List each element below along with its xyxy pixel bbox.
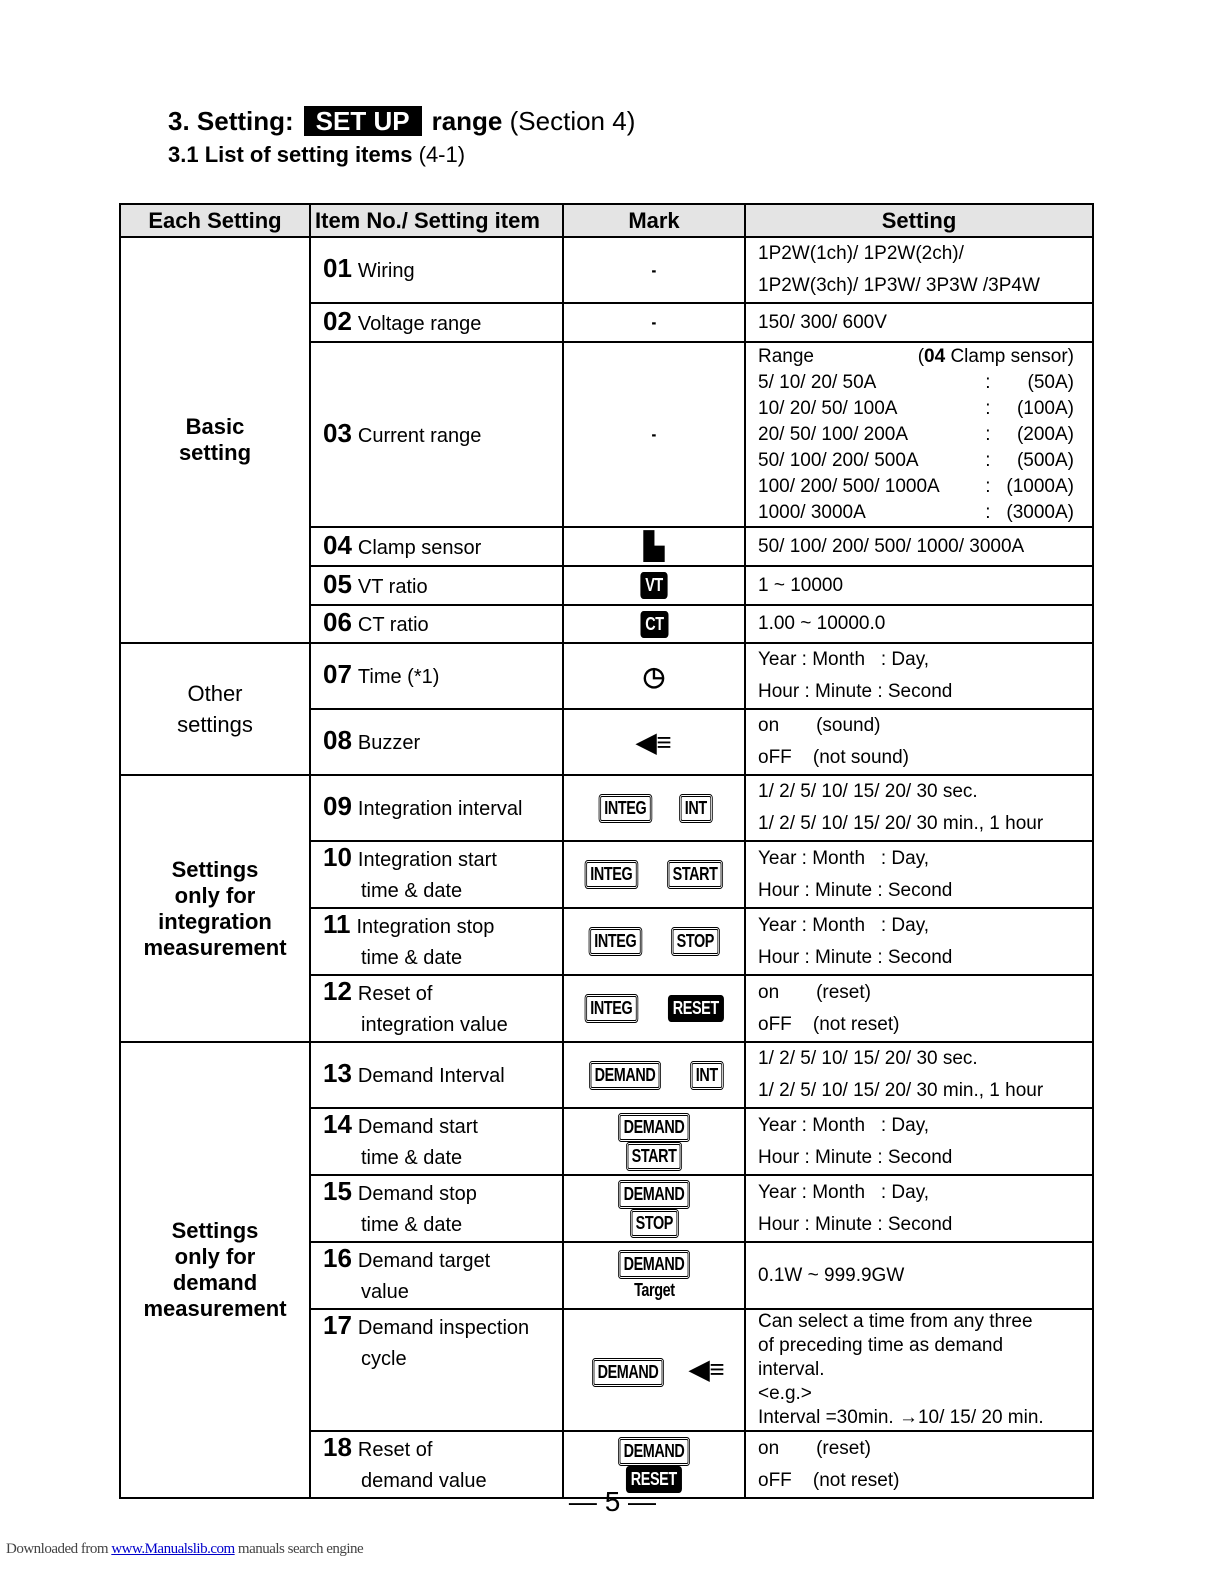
dash-mark: - — [651, 312, 657, 332]
item-line — [323, 253, 562, 287]
group-label-line: only for — [174, 882, 256, 908]
item-number: 03 — [323, 417, 352, 448]
setting-line: on (sound) — [758, 715, 881, 736]
item-line — [323, 418, 562, 452]
setting-line: Hour : Minute : Second — [758, 1213, 953, 1235]
item-line — [323, 909, 562, 943]
item-cell — [310, 605, 563, 643]
setting-cell — [745, 975, 1093, 1042]
item-cell — [310, 1242, 563, 1309]
group-label-line: demand — [172, 1270, 258, 1295]
demand-mark: DEMAND — [618, 1437, 690, 1466]
table-row — [120, 775, 1093, 841]
range-row — [758, 396, 1092, 422]
item-cell — [310, 1042, 563, 1108]
setting-cell — [745, 709, 1093, 775]
item-line — [323, 1432, 562, 1466]
start-mark: START — [626, 1142, 682, 1171]
item-number: 13 — [323, 1058, 352, 1088]
setting-line: oFF (not reset) — [758, 1013, 900, 1035]
int-mark: INT — [690, 1061, 723, 1090]
table-row — [120, 237, 1093, 303]
demand-mark: DEMAND — [618, 1250, 690, 1279]
setting-line: Hour : Minute : Second — [758, 946, 953, 968]
mark-cell — [563, 975, 745, 1042]
mark-cell — [563, 709, 745, 775]
table-header — [120, 204, 1093, 237]
item-cell — [310, 775, 563, 841]
download-note — [6, 1541, 363, 1558]
demand-mark: DEMAND — [618, 1180, 690, 1209]
setting-cell — [745, 1042, 1093, 1108]
item-line — [323, 530, 562, 564]
group-label-line: Settings — [171, 856, 259, 882]
setting-line: 1P2W(1ch)/ 1P2W(2ch)/ — [758, 243, 964, 264]
item-name: CT ratio — [357, 614, 429, 636]
item-line — [323, 306, 562, 340]
heading-section: (Section 4) — [509, 106, 636, 136]
setting-line: oFF (not sound) — [758, 747, 910, 768]
item-number: 09 — [323, 791, 352, 821]
setting-line: Year : Month : Day, — [758, 847, 930, 869]
setup-badge: SET UP — [304, 106, 422, 136]
setting-cell — [745, 775, 1093, 841]
mark-cell — [563, 342, 745, 527]
item-name: Reset of — [357, 1439, 433, 1461]
item-number: 06 — [323, 607, 352, 637]
range-values: 20/ 50/ 100/ 200A — [758, 423, 909, 445]
integ-mark: INTEG — [589, 927, 642, 956]
group-label-line: only for — [174, 1244, 256, 1269]
settings-table — [119, 203, 1094, 1499]
item-cell — [310, 1309, 563, 1431]
item-line — [323, 569, 562, 603]
group-label-line: Other — [187, 681, 243, 706]
range-values: 10/ 20/ 50/ 100A — [758, 397, 898, 419]
integ-mark: INTEG — [585, 994, 638, 1023]
range-clamp-ref — [918, 344, 1074, 370]
subheading-ref: (4-1) — [418, 142, 466, 167]
item-line — [323, 842, 562, 876]
item-cell — [310, 908, 563, 975]
mark-cell — [563, 527, 745, 566]
item-name-cont: time & date — [361, 880, 463, 902]
item-name: Integration interval — [357, 798, 523, 820]
setting-line: Year : Month : Day, — [758, 1181, 930, 1203]
buzzer-icon: ◀≡ — [636, 726, 672, 757]
heading-prefix: 3. Setting: — [168, 106, 294, 136]
item-line — [323, 976, 562, 1010]
setting-line: Hour : Minute : Second — [758, 1146, 953, 1168]
clock-icon: ◷ — [642, 660, 666, 691]
setting-cell — [745, 841, 1093, 908]
item-number: 11 — [323, 909, 351, 939]
mark-cell — [563, 1309, 745, 1431]
item-name: Demand stop — [357, 1183, 477, 1205]
item-name: Buzzer — [357, 732, 421, 754]
setting-line: 1/ 2/ 5/ 10/ 15/ 20/ 30 sec. — [758, 1048, 978, 1069]
group-label-line: Settings — [171, 1218, 259, 1243]
range-sensor: : (1000A) — [985, 475, 1074, 497]
range-sensor: : (50A) — [985, 371, 1074, 393]
item-line — [323, 1109, 562, 1143]
range-row — [758, 500, 1092, 526]
item-cell — [310, 1175, 563, 1242]
integ-mark: INTEG — [599, 794, 652, 823]
setting-line: 0.1W ~ 999.9GW — [758, 1264, 905, 1286]
item-cell — [310, 527, 563, 566]
group-label-line: setting — [178, 440, 252, 465]
setting-cell — [745, 527, 1093, 566]
setting-cell — [745, 237, 1093, 303]
item-number: 04 — [323, 529, 352, 560]
demand-mark: DEMAND — [592, 1358, 664, 1387]
group-label-line: measurement — [143, 1296, 287, 1321]
item-name-cont: integration value — [361, 1014, 508, 1036]
subheading-title: 3.1 List of setting items — [168, 142, 413, 167]
setting-line: 1 ~ 10000 — [758, 574, 844, 596]
item-number: 14 — [323, 1109, 352, 1139]
setting-line: Year : Month : Day, — [758, 1114, 930, 1136]
item-name-cont: value — [361, 1281, 409, 1303]
range-values: 5/ 10/ 20/ 50A — [758, 371, 877, 393]
range-sensor: : (500A) — [985, 449, 1074, 471]
item-cell — [310, 342, 563, 527]
range-sensor: : (100A) — [985, 397, 1074, 419]
ct-mark: CT — [640, 611, 668, 638]
group-label-line: integration — [158, 908, 272, 934]
mark-cell — [563, 1042, 745, 1108]
demand-mark: DEMAND — [618, 1113, 690, 1142]
setting-cell — [745, 342, 1093, 527]
reset-mark: RESET — [667, 995, 723, 1022]
item-name: Demand target — [357, 1250, 491, 1272]
item-number: 07 — [323, 659, 352, 689]
setting-line: Year : Month : Day, — [758, 649, 930, 670]
item-line — [323, 791, 562, 825]
item-line — [323, 1176, 562, 1210]
setting-cell — [745, 1175, 1093, 1242]
mark-cell — [563, 303, 745, 342]
setting-line: 1/ 2/ 5/ 10/ 15/ 20/ 30 min., 1 hour — [758, 1080, 1044, 1101]
setting-cell — [745, 303, 1093, 342]
setting-line: 50/ 100/ 200/ 500/ 1000/ 3000A — [758, 535, 1025, 557]
item-cell — [310, 709, 563, 775]
item-name: Time (*1) — [357, 666, 440, 688]
item-cell — [310, 303, 563, 342]
item-number: 08 — [323, 725, 352, 755]
group-label — [120, 1042, 310, 1498]
item-name-cont: demand value — [361, 1470, 487, 1492]
item-cell — [310, 975, 563, 1042]
range-clamp-text: Clamp sensor) — [945, 345, 1074, 367]
item-name: Demand Interval — [357, 1065, 505, 1087]
item-number: 15 — [323, 1176, 352, 1206]
item-name: Integration start — [357, 849, 497, 871]
item-number: 01 — [323, 253, 352, 283]
setting-line: Hour : Minute : Second — [758, 879, 953, 901]
group-label-line: Basic — [185, 414, 245, 439]
reset-mark: RESET — [626, 1466, 682, 1493]
item-name: Reset of — [357, 983, 433, 1005]
download-prefix: Downloaded from — [6, 1541, 109, 1557]
item-name-cont: time & date — [361, 1214, 463, 1236]
range-clamp-no: 04 — [924, 345, 946, 367]
item-number: 05 — [323, 568, 352, 599]
col-setting: Setting — [745, 204, 1093, 237]
col-item: Item No./ Setting item — [310, 204, 563, 237]
range-row — [758, 474, 1092, 500]
setting-line: 1/ 2/ 5/ 10/ 15/ 20/ 30 sec. — [758, 781, 978, 802]
subsection-heading — [168, 142, 465, 168]
item-line — [323, 1243, 562, 1277]
item-line — [323, 1058, 562, 1092]
setting-cell — [745, 643, 1093, 709]
range-paren: ( — [917, 345, 925, 367]
item-name: Wiring — [357, 260, 415, 282]
item-number: 12 — [323, 976, 352, 1006]
buzzer-icon: ◀≡ — [689, 1353, 725, 1384]
mark-cell — [563, 605, 745, 643]
setting-line: Hour : Minute : Second — [758, 681, 953, 702]
setting-cell — [745, 566, 1093, 605]
stop-mark: STOP — [630, 1209, 679, 1238]
mark-cell — [563, 908, 745, 975]
range-row — [758, 370, 1092, 396]
setting-line: Year : Month : Day, — [758, 914, 930, 936]
item-name: Integration stop — [356, 916, 495, 938]
setting-line: oFF (not reset) — [758, 1469, 900, 1491]
item-name: VT ratio — [357, 575, 428, 598]
col-mark: Mark — [563, 204, 745, 237]
setting-line: on (reset) — [758, 981, 871, 1003]
mark-cell — [563, 775, 745, 841]
int-mark: INT — [679, 794, 712, 823]
setting-cell — [745, 908, 1093, 975]
page-number: — 5 — — [568, 1486, 657, 1517]
item-name-cont: cycle — [361, 1348, 407, 1370]
range-label: Range — [758, 345, 814, 367]
item-cell — [310, 237, 563, 303]
table-row — [120, 643, 1093, 709]
section-heading — [168, 106, 635, 137]
range-row — [758, 422, 1092, 448]
item-number: 17 — [323, 1310, 352, 1340]
range-header — [758, 344, 1092, 370]
setting-line: <e.g.> — [758, 1383, 812, 1404]
range-row — [758, 448, 1092, 474]
setting-line: of preceding time as demand — [758, 1335, 1004, 1356]
group-label — [120, 237, 310, 643]
setting-line: 1P2W(3ch)/ 1P3W/ 3P3W /3P4W — [758, 275, 1040, 296]
dash-mark: - — [651, 424, 657, 444]
setting-line: 150/ 300/ 600V — [758, 311, 887, 333]
setting-line: Can select a time from any three — [758, 1311, 1033, 1332]
mark-cell — [563, 566, 745, 605]
group-label-line: settings — [177, 712, 253, 737]
item-line — [323, 1310, 562, 1344]
item-name: Clamp sensor — [357, 536, 482, 559]
mark-cell — [563, 841, 745, 908]
item-name: Demand inspection — [357, 1317, 530, 1339]
item-name-cont: time & date — [361, 947, 463, 969]
mark-cell — [563, 1175, 745, 1242]
vt-mark: VT — [640, 572, 667, 599]
setting-line: 1.00 ~ 10000.0 — [758, 613, 886, 634]
group-label — [120, 643, 310, 775]
setting-line: interval. — [758, 1359, 825, 1380]
download-suffix: manuals search engine — [234, 1541, 364, 1557]
setting-cell — [745, 1309, 1093, 1431]
start-mark: START — [667, 860, 723, 889]
dash-mark: - — [651, 259, 657, 280]
setting-line: 1/ 2/ 5/ 10/ 15/ 20/ 30 min., 1 hour — [758, 813, 1044, 834]
stop-mark: STOP — [671, 927, 720, 956]
mark-cell — [563, 237, 745, 303]
item-name: Current range — [357, 424, 482, 447]
item-number: 02 — [323, 305, 352, 336]
setting-line: on (reset) — [758, 1437, 871, 1459]
item-cell — [310, 1108, 563, 1175]
item-name: Voltage range — [357, 312, 482, 335]
item-name: Demand start — [357, 1116, 478, 1138]
range-sensor: : (200A) — [985, 423, 1074, 445]
integ-mark: INTEG — [584, 860, 637, 889]
group-label — [120, 775, 310, 1042]
manualslib-link[interactable]: www.Manualslib.com — [111, 1541, 235, 1557]
clamp-icon: ▙ — [644, 531, 664, 561]
range-values: 100/ 200/ 500/ 1000A — [758, 475, 940, 497]
demand-mark: DEMAND — [589, 1061, 661, 1090]
setting-cell — [745, 1242, 1093, 1309]
heading-range: range — [431, 106, 503, 136]
range-values: 50/ 100/ 200/ 500A — [758, 449, 919, 471]
item-line — [323, 607, 562, 641]
item-number: 10 — [323, 842, 352, 872]
group-label-line: measurement — [143, 934, 287, 960]
item-cell — [310, 566, 563, 605]
item-number: 18 — [323, 1432, 352, 1462]
table-row — [120, 1042, 1093, 1108]
item-number: 16 — [323, 1243, 352, 1273]
setting-cell — [745, 605, 1093, 643]
mark-cell — [563, 1108, 745, 1175]
item-name-cont: time & date — [361, 1147, 463, 1169]
item-cell — [310, 841, 563, 908]
mark-cell — [563, 643, 745, 709]
col-each-setting: Each Setting — [120, 204, 310, 237]
target-mark: Target — [633, 1279, 675, 1300]
range-values: 1000/ 3000A — [758, 501, 866, 523]
item-cell — [310, 643, 563, 709]
range-sensor: : (3000A) — [985, 501, 1074, 523]
setting-line: Interval =30min. →10/ 15/ 20 min. — [758, 1407, 1044, 1428]
setting-cell — [745, 1108, 1093, 1175]
item-line — [323, 725, 562, 759]
mark-cell — [563, 1242, 745, 1309]
item-line — [323, 659, 562, 693]
